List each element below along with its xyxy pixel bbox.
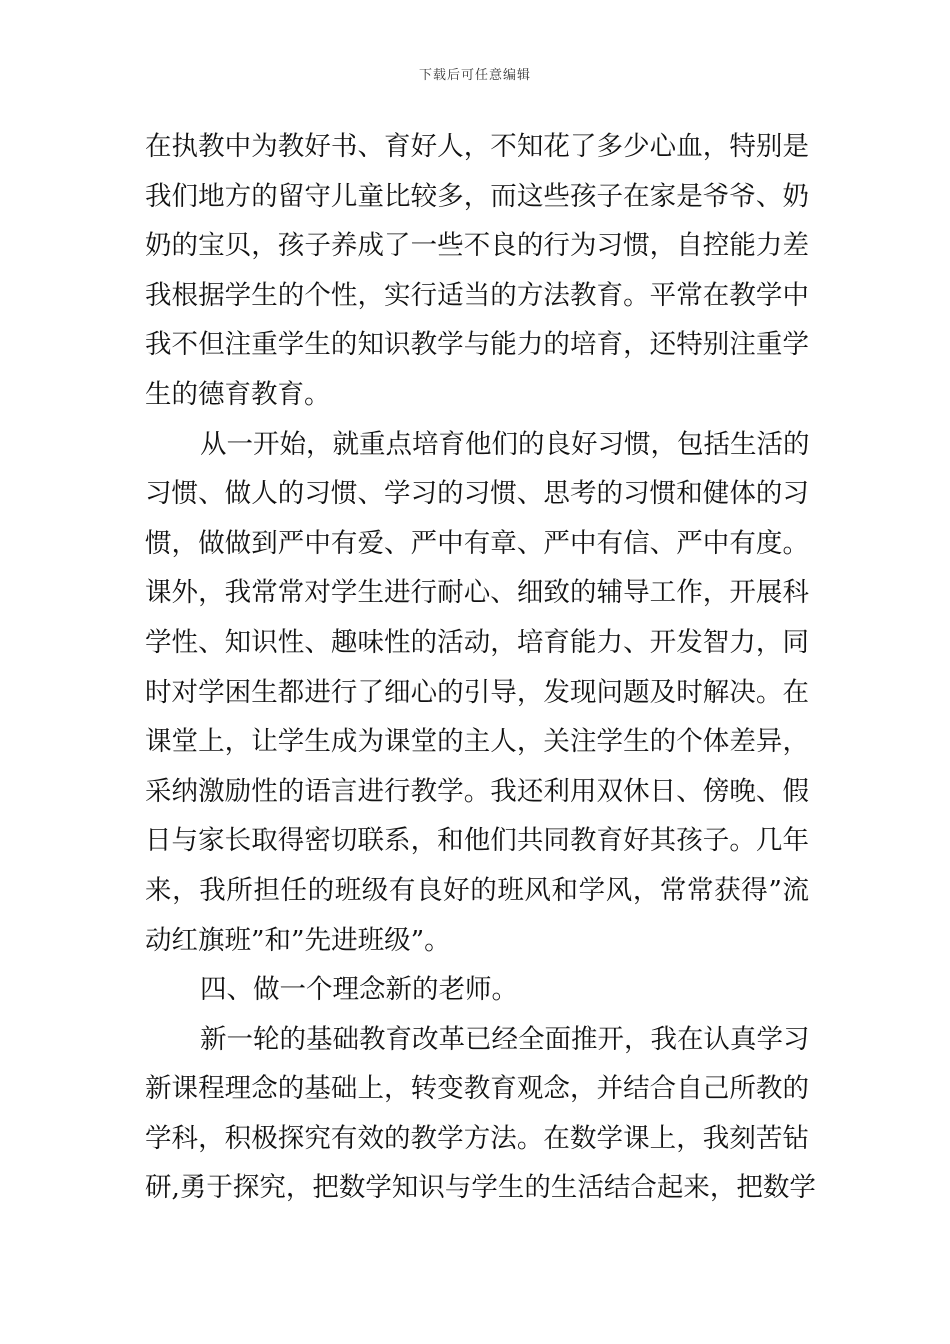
text-line: 学性、知识性、趣味性的活动，培育能力、开发智力，同: [145, 626, 809, 658]
text-line: 惯，做做到严中有爱、严中有章、严中有信、严中有度。: [145, 527, 809, 559]
text-line: 课外，我常常对学生进行耐心、细致的辅导工作，开展科: [145, 577, 809, 609]
text-line: 课堂上，让学生成为课堂的主人，关注学生的个体差异，: [145, 726, 809, 758]
text-line: 四、做一个理念新的老师。: [200, 974, 518, 1006]
text-line: 学科，积极探究有效的教学方法。在数学课上，我刻苦钻: [145, 1122, 809, 1154]
text-line: 来，我所担任的班级有良好的班风和学风，常常获得”流: [145, 874, 809, 906]
text-line: 习惯、做人的习惯、学习的习惯、思考的习惯和健体的习: [145, 478, 809, 510]
text-line: 从一开始，就重点培育他们的良好习惯，包括生活的: [200, 428, 810, 460]
text-line: 我根据学生的个性，实行适当的方法教育。平常在教学中: [145, 279, 809, 311]
text-line: 在执教中为教好书、育好人，不知花了多少心血，特别是: [145, 131, 809, 162]
text-line: 我不但注重学生的知识教学与能力的培育，还特别注重学: [145, 329, 809, 361]
text-line: 新一轮的基础教育改革已经全面推开，我在认真学习: [200, 1023, 810, 1055]
text-line: 动红旗班”和”先进班级”。: [145, 924, 451, 956]
text-line: 生的德育教育。: [145, 378, 331, 410]
document-body: [145, 122, 816, 1213]
text-line: 采纳激励性的语言进行教学。我还利用双休日、傍晚、假: [145, 775, 809, 807]
page-header: 下载后可任意编辑: [418, 68, 531, 83]
text-line: 日与家长取得密切联系，和他们共同教育好其孩子。几年: [145, 825, 809, 857]
text-line: 奶的宝贝，孩子养成了一些不良的行为习惯，自控能力差: [145, 230, 809, 262]
text-line: 研,勇于探究，把数学知识与学生的生活结合起来，把数学: [145, 1172, 816, 1204]
text-line: 新课程理念的基础上，转变教育观念，并结合自己所教的: [145, 1073, 809, 1105]
text-line: 我们地方的留守儿童比较多，而这些孩子在家是爷爷、奶: [145, 180, 809, 212]
text-line: 时对学困生都进行了细心的引导，发现问题及时解决。在: [145, 676, 809, 708]
